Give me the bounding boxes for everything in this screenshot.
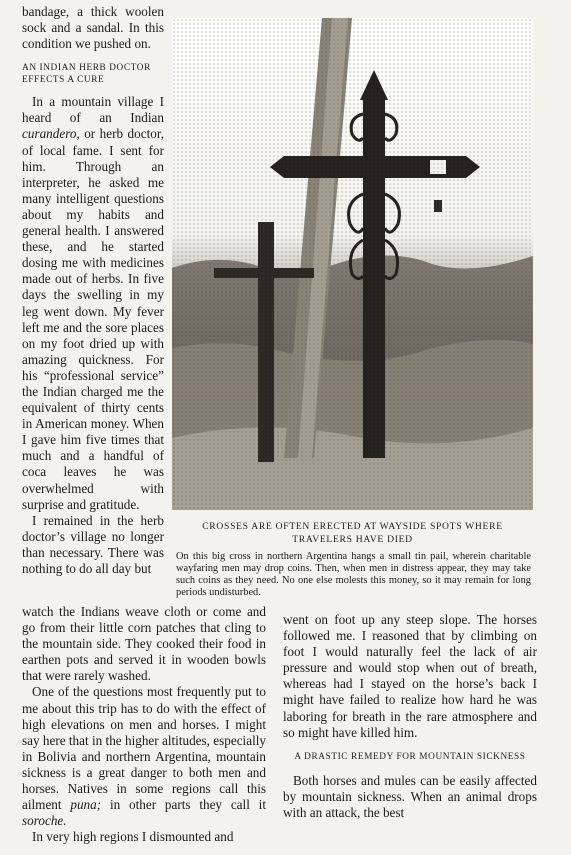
elevation-paragraph — [22, 684, 266, 829]
dismount-paragraph-continued: went on foot up any steep slope. The horses followed me. I reasoned that by climbing on foot I would naturally feel the lack of air pressure and would stop when out of breath, whereas had I stayed on the horse’s back I might have failed to realize how hard he was laboring for breath in the rare atmosphere and so might have killed him. — [283, 612, 537, 740]
photo-caption-title: CROSSES ARE OFTEN ERECTED AT WAYSIDE SPOTS WHERE TRAVELERS HAVE DIED — [202, 521, 503, 545]
left-column-bottom — [22, 604, 266, 845]
photo-wayside-crosses — [172, 18, 533, 510]
italic-term-curandero: curandero, — [22, 126, 80, 142]
mountain-sickness-paragraph: Both horses and mules can be easily affected by mountain sickness. When an animal drops with an attack, the best — [283, 772, 537, 820]
left-column-top — [22, 4, 164, 577]
village-paragraph-continued: watch the Indians weave cloth or come and go from their little corn patches that cling to the mountain side. They cooked their food in earthen pots and served it in wooden bowls that were rarely washed. — [22, 604, 266, 684]
italic-term-soroche: soroche. — [22, 813, 67, 829]
dismount-paragraph-start: In very high regions I dismounted and — [32, 829, 234, 845]
village-paragraph-start: I remained in the herb doctor’s village no longer than necessary. There was nothing to do all day but — [22, 512, 164, 576]
section-heading-drastic-remedy: A DRASTIC REMEDY FOR MOUNTAIN SICKNESS — [294, 751, 526, 762]
photo-caption-text: On this big cross in northern Argentina hangs a small tin pail, wherein charitable wayfaring men may drop coins. Then, when men in distress appear, they may take such coins as they need. No one else molests this money, so it may remain for long periods undisturbed. — [176, 551, 531, 598]
section-heading-herb-doctor: AN INDIAN HERB DOCTOR EFFECTS A CURE — [22, 63, 151, 86]
paragraph-text: One of the questions most frequently put to me about this trip has to do with the effect of high elevations on men and horses. I might say here that in the higher altitudes, especially in Bolivia and northern Argentina, mountain sickness is a great danger to both men and horses. Natives in some regions call this ailment — [22, 684, 266, 813]
italic-term-puna: puna; — [70, 797, 102, 813]
paragraph-text: or herb doctor, of local fame. I sent for him. Through an interpreter, he asked me many intelligent questions about my habits and general health. I answered these, and he started dosing me with medicines made out of herbs. In five days the swelling in my leg went down. My fever left me and the sore places on my foot dried up with amazing quickness. For his “professional service” the Indian charged me the equivalent of thirty cents in American money. When I gave him five times that much and a handful of coca leaves he was overwhelmed with surprise and gratitude. — [22, 126, 164, 512]
continuation-text: bandage, a thick woolen sock and a sandal. In this condition we pushed on. — [22, 4, 164, 52]
paragraph-text: In a mountain village I heard of an Indian — [22, 94, 164, 126]
right-column — [283, 612, 537, 821]
paragraph-text: in other parts they call it — [101, 797, 266, 813]
crosses-illustration — [172, 18, 533, 510]
herb-doctor-paragraph — [22, 94, 164, 512]
